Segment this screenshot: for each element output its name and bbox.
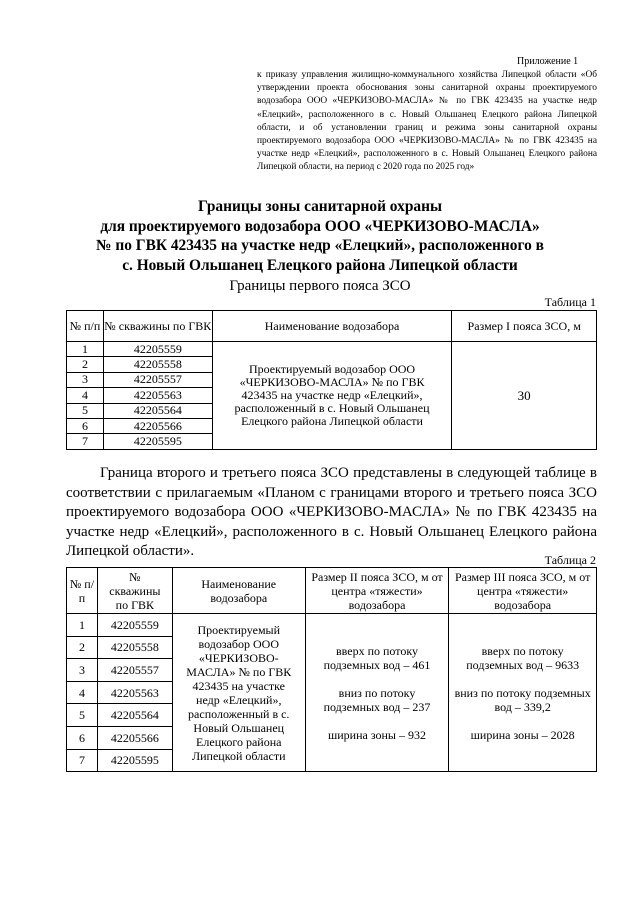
table2-caption: Таблица 2 [544, 553, 596, 567]
zone3-downstream: вниз по потоку подземных вод – 339,2 [454, 685, 591, 714]
title-line-4: с. Новый Ольшанец Елецкого района Липецкой области [122, 256, 518, 274]
zone3-upstream: вверх по потоку подземных вод – 9633 [466, 643, 580, 672]
t2-row-well: 42205566 [97, 726, 172, 749]
t2-row-num: 5 [67, 704, 98, 727]
t1-row-num: 2 [67, 357, 104, 372]
title-line-2: для проектируемого водозабора ООО «ЧЕРКИЗОВО-МАСЛА» [100, 217, 540, 235]
t2-row-num: 6 [67, 726, 98, 749]
zone2-upstream: вверх по потоку подземных вод – 461 [323, 643, 431, 672]
t2-row-num: 4 [67, 681, 98, 704]
body-paragraph-text: Граница второго и третьего пояса ЗСО представлены в следующей таблице в соответствии с прилагаемым «Планом с границами второго и третьего пояса ЗСО проектируемого водозабора ООО «ЧЕРКИЗОВО-МАСЛА» № по ГВК 423435 на участке недр «Елецкий», расположенного в с. Новый Ольшанец Елецкого района Липецкой области». [66, 465, 597, 559]
t1-row-num: 7 [67, 434, 104, 449]
t2-row-well: 42205559 [97, 614, 172, 637]
t2-header-well: № скважины по ГВК [97, 568, 172, 614]
table-second-third-zone [66, 567, 597, 772]
t1-row-well: 42205566 [103, 418, 212, 433]
title-line-3: № по ГВК 423435 на участке недр «Елецкий», расположенного в [96, 237, 544, 255]
t1-row-well: 42205557 [103, 372, 212, 387]
appendix-title: Приложение 1 [517, 56, 579, 67]
zone2-downstream: вниз по потоку подземных вод – 237 [323, 685, 431, 714]
t1-row-well: 42205563 [103, 388, 212, 403]
t1-row-num: 1 [67, 342, 104, 357]
t2-row-num: 1 [67, 614, 98, 637]
t1-header-intake: Наименование водозабора [212, 311, 452, 342]
t2-row-num: 7 [67, 749, 98, 772]
t1-header-num: № п/п [67, 311, 104, 342]
t1-row-well: 42205559 [103, 342, 212, 357]
t1-row-num: 5 [67, 403, 104, 418]
t2-intake-name [172, 614, 305, 772]
t1-row-num: 4 [67, 388, 104, 403]
table-row [67, 614, 597, 637]
t2-header-zone2: Размер II пояса ЗСО, м от центра «тяжести» водозабора [305, 568, 449, 614]
t2-intake-name-text: Проектируемый водозабор ООО «ЧЕРКИЗОВО-МАСЛА» № по ГВК 423435 на участке недр «Елецкий», расположенный в с. Новый Ольшанец Елецкого района Липецкой области [186, 622, 292, 763]
t1-zone-size: 30 [452, 342, 597, 450]
t1-header-well: № скважины по ГВК [103, 311, 212, 342]
t1-row-well: 42205595 [103, 434, 212, 449]
appendix-text: к приказу управления жилищно-коммунального хозяйства Липецкой области «Об утверждении проекта обоснования зоны санитарной охраны проектируемого водозабора ООО «ЧЕРКИЗОВО-МАСЛА» № по ГВК 423435 на участке недр «Елецкий», расположенного в с. Новый Ольшанец Елецкого района Липецкой области, и об установлении границ и режима зоны санитарной охраны проектируемого водозабора ООО «ЧЕРКИЗОВО-МАСЛА» № по ГВК 423435 на участке недр «Елецкий», расположенного в с. Новый Ольшанец Елецкого района Липецкой области, на период с 2020 года по 2025 год» [257, 70, 597, 173]
table1-caption: Таблица 1 [544, 295, 596, 309]
zone3-width: ширина зоны – 2028 [470, 727, 575, 742]
t1-row-num: 3 [67, 372, 104, 387]
t1-row-well: 42205564 [103, 403, 212, 418]
t1-header-zone1: Размер I пояса ЗСО, м [452, 311, 597, 342]
title-line-1: Границы зоны санитарной охраны [198, 198, 442, 215]
document-title [80, 197, 560, 275]
section1-subtitle: Границы первого пояса ЗСО [229, 278, 411, 294]
t1-row-num: 6 [67, 418, 104, 433]
t2-row-well: 42205563 [97, 681, 172, 704]
table-first-zone [66, 310, 597, 450]
t2-zone3-cell [449, 614, 597, 772]
t2-row-well: 42205595 [97, 749, 172, 772]
table-row [67, 342, 597, 357]
t1-row-well: 42205558 [103, 357, 212, 372]
t2-row-num: 3 [67, 659, 98, 682]
t2-row-num: 2 [67, 636, 98, 659]
zone2-width: ширина зоны – 932 [328, 727, 426, 742]
t2-row-well: 42205557 [97, 659, 172, 682]
t2-row-well: 42205564 [97, 704, 172, 727]
t2-header-intake: Наименование водозабора [172, 568, 305, 614]
body-paragraph [66, 464, 597, 562]
t2-row-well: 42205558 [97, 636, 172, 659]
t2-header-num: № п/п [67, 568, 98, 614]
t1-intake-name: Проектируемый водозабор ООО «ЧЕРКИЗОВО-МАСЛА» № по ГВК 423435 на участке недр «Елецкий», расположенный в с. Новый Ольшанец Елецкого района Липецкой области [212, 342, 452, 450]
t2-zone2-cell [305, 614, 449, 772]
t2-header-zone3: Размер III пояса ЗСО, м от центра «тяжести» водозабора [449, 568, 597, 614]
